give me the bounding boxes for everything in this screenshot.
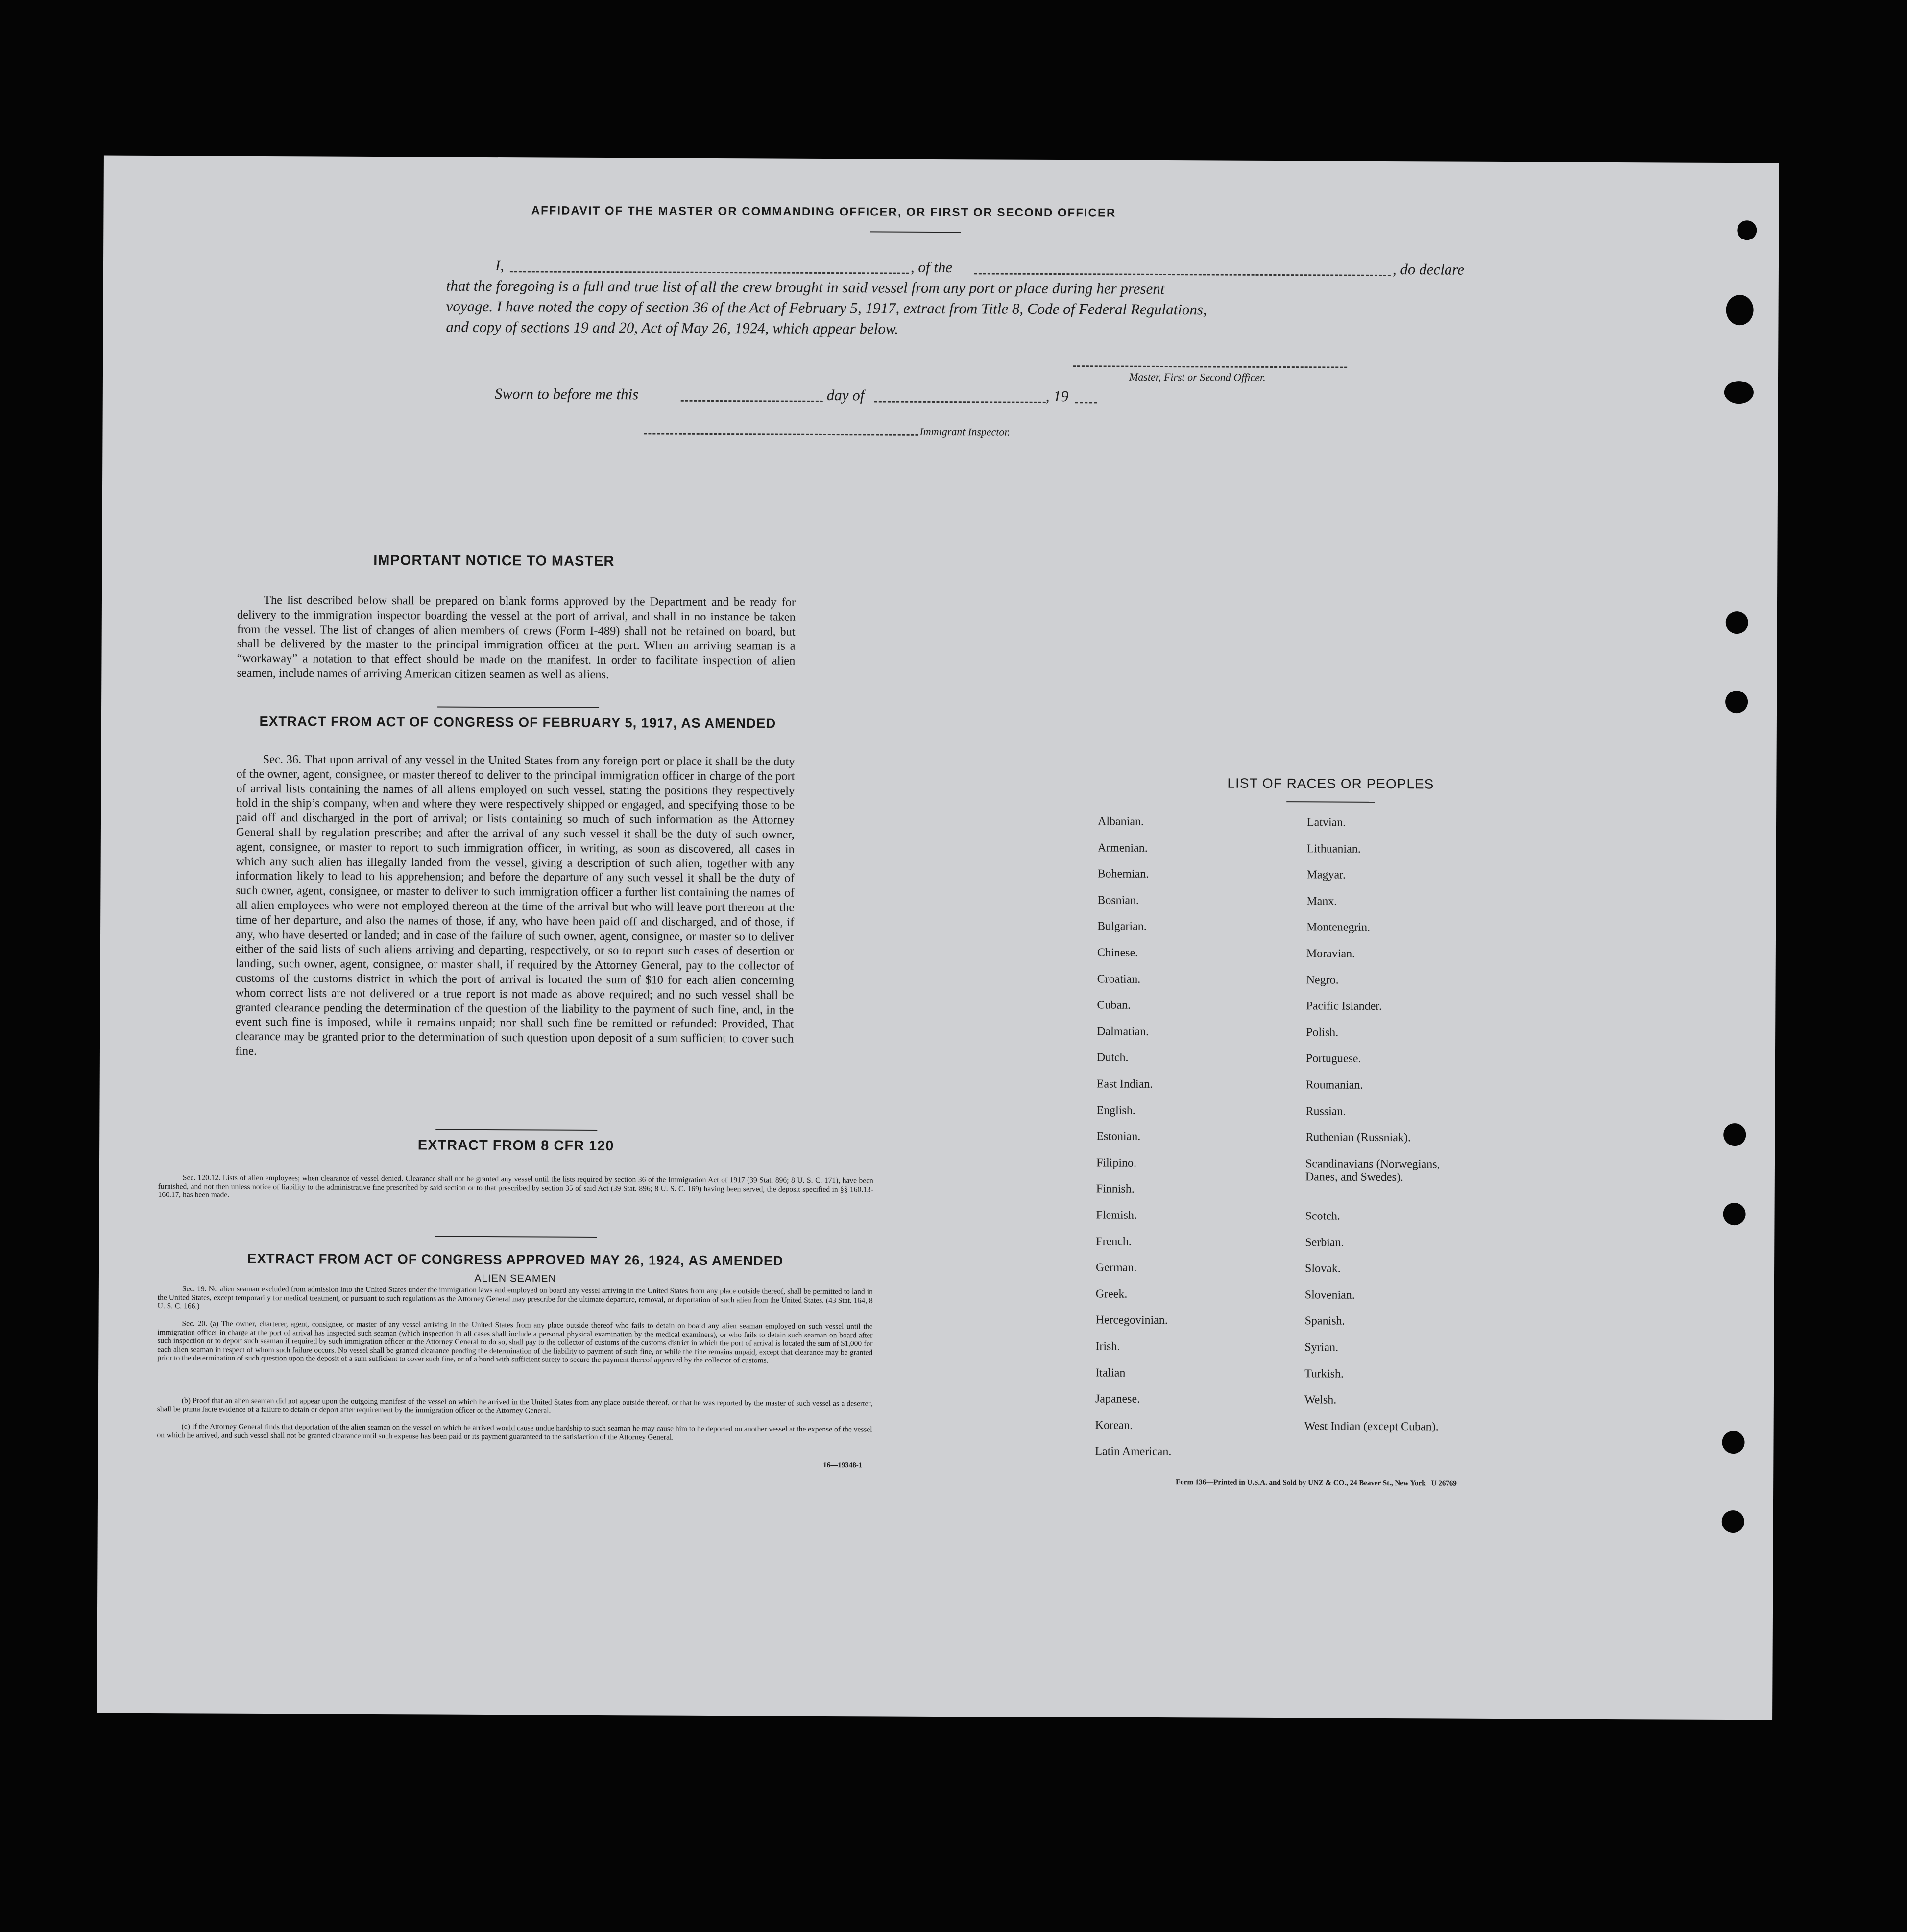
race-left-item: Dalmatian. [1097,1025,1149,1038]
race-left-item: Japanese. [1095,1392,1140,1406]
affidavit-line-2: that the foregoing is a full and true list of all the crew brought in said vessel from any port or place during her present [446,277,1165,298]
declarant-label: I, [495,257,505,274]
race-right-item: Portuguese. [1305,1052,1361,1066]
race-right-item: Manx. [1306,895,1337,908]
races-right-column [104,156,1779,163]
sworn-month-field[interactable] [874,401,1046,403]
binder-hole [1737,220,1757,240]
race-left-item: Albanian. [1097,815,1144,828]
race-right-item: Slovak. [1305,1262,1341,1275]
race-left-item: German. [1096,1261,1137,1274]
form-sheet [97,156,1779,1720]
extract-1917-title: EXTRACT FROM ACT OF CONGRESS OF FEBRUARY 5, 1917, AS AMENDED [259,713,776,731]
binder-hole [1724,381,1754,404]
year-label: , 19 [1045,387,1069,405]
binder-hole [1726,611,1748,634]
signature-field[interactable] [1073,365,1347,368]
declarant-name-field[interactable] [510,271,909,274]
vessel-label: , of the [910,258,953,276]
binder-hole [1725,691,1748,713]
extract-1924-title: EXTRACT FROM ACT OF CONGRESS APPROVED MAY 26, 1924, AS AMENDED [247,1250,784,1268]
race-left-item: Greek. [1095,1288,1128,1301]
sec19-text: Sec. 19. No alien seaman excluded from admission into the United States under the immigration laws and employed on board any vessel arriving in the United States from any place outside thereof, shall be permitted to land in the United States, except temporarily for medical treatment, or pursuant to such regulations as the Attorney General may prescribe for the ultimate departure, removal, or deportation of such alien from the United States. (43 Stat. 164, 8 U. S. C. 166.) [157,1285,873,1311]
race-left-item: Dutch. [1096,1051,1129,1065]
race-right-item: Magyar. [1306,868,1346,882]
sec20a-text: Sec. 20. (a) The owner, charterer, agent, consignee, or master of any vessel arriving in the United States from any place outside thereof who fails to detain on board any alien seaman employed on such vessel until the immigration officer in charge at the port of arrival has inspected such seaman (which inspection in all cases shall include a personal physical examination by the medical examiners), or who fails to detain such seaman on board after such inspection or to deport such seaman if required by such immigration officer or the Attorney General to do so, shall pay to the collector of customs of the customs district in which the port of arrival is located the sum of $1,000 for each alien seaman in respect of whom such failure occurs. No vessel shall be granted clearance pending the determination of the liability to payment of such fine, or while the fine remains unpaid, except that clearance may be granted prior to the determination of such question upon the deposit of a sum sufficient to cover such fine, or of a bond with sufficient surety to secure the payment thereof approved by the collector of customs. [157,1319,873,1365]
binder-hole [1722,1510,1744,1533]
race-left-item: Flemish. [1096,1209,1137,1222]
race-right-item: Negro. [1306,973,1339,987]
race-left-item: Bohemian. [1097,867,1149,881]
signature-label: Master, First or Second Officer. [1129,370,1266,383]
race-left-item: Latin American. [1095,1445,1172,1458]
race-right-item: Pacific Islander. [1306,1000,1382,1013]
race-left-item: Cuban. [1097,999,1131,1012]
binder-hole [1726,295,1753,325]
race-left-item: Korean. [1095,1419,1133,1432]
section-divider [435,1236,597,1238]
race-left-item: Finnish. [1096,1182,1135,1196]
race-left-item: Filipino. [1096,1156,1137,1169]
race-left-item: Italian [1095,1366,1126,1380]
race-right-item: West Indian (except Cuban). [1304,1420,1439,1433]
race-right-item: Welsh. [1304,1393,1337,1407]
section-divider [1286,801,1375,803]
race-right-item: Polish. [1306,1026,1339,1039]
affidavit-title: AFFIDAVIT OF THE MASTER OR COMMANDING OFFICER, OR FIRST OR SECOND OFFICER [531,204,1116,220]
inspector-label: Immigrant Inspector. [919,425,1011,438]
race-left-item: English. [1096,1104,1135,1117]
race-left-item: Armenian. [1097,841,1148,855]
race-left-item: Estonian. [1096,1130,1141,1143]
declare-label: , do declare [1392,261,1465,278]
race-left-item: Croatian. [1097,973,1141,986]
binder-hole [1723,1123,1746,1146]
section-divider [435,1129,597,1131]
extract-1917-text: Sec. 36. That upon arrival of any vessel in the United States from any foreign port or place it shall be the duty of the owner, agent, consignee, or master thereof to deliver to the principal immigration officer in charge of the port of arrival lists containing the names of all aliens employed on such vessel, stating the positions they respectively hold in the ship’s company, when and where they were respectively shipped or engaged, and specifying those to be paid off and discharged in the port of arrival; or lists containing so much of such information as the Attorney General shall by regulation prescribe; and after the arrival of any such vessel it shall be the duty of such owner, agent, consignee, or master to report to such immigration officer, in writing, as soon as discovered, all cases in which any such alien has illegally landed from the vessel, giving a description of such alien, together with any information likely to lead to his apprehension; and before the departure of any such vessel it shall be the duty of such owner, agent, consignee, or master to deliver to such immigration officer a further list containing the names of all alien employees who were not employed thereon at the time of the arrival but who will leave port thereon at the time of her departure, and also the names of those, if any, who have been paid off and discharged, and of those, if any, who have deserted or landed; and in case of the failure of such owner, agent, consignee, or master so to deliver either of the said lists of such aliens arriving and departing, respectively, or so to report such cases of desertion or landing, such owner, agent, consignee, or master shall, if required by the Attorney General, pay to the collector of customs of the customs district in which the port of arrival is located the sum of $10 for each alien concerning whom correct lists are not delivered or a true report is not made as above required; and no such vessel shall be granted clearance pending the determination of the question of the liability to the payment of such fine, and, in the event such fine is imposed, while it remains unpaid; nor shall such fine be remitted or refunded: Provided, That clearance may be granted prior to the determination of such question upon deposit of a sum sufficient to cover such fine. [235,752,795,1058]
race-left-item: East Indian. [1096,1077,1153,1091]
race-right-item: Moravian. [1306,947,1355,960]
race-left-item: Bulgarian. [1097,920,1147,933]
affidavit-line-4: and copy of sections 19 and 20, Act of May 26, 1924, which appear below. [446,318,899,337]
race-right-item: Russian. [1305,1104,1346,1118]
alien-seamen-subtitle: ALIEN SEAMEN [474,1272,556,1285]
form-code: 16—19348-1 [823,1461,863,1470]
races-title: LIST OF RACES OR PEOPLES [1227,775,1434,792]
cfr-title: EXTRACT FROM 8 CFR 120 [417,1137,614,1154]
cfr-text: Sec. 120.12. Lists of alien employees; when clearance of vessel denied. Clearance shall not be granted any vessel until the lists required by section 36 of the Immigration Act of 1917 (39 Stat. 896; 8 U. S. C. 171), have been furnished, and not then unless notice of liability to the administrative fine prescribed by said section or to that prescribed by section 35 of said Act (39 Stat. 896; 8 U. S. C. 169) having been served, the deposit specified in §§ 160.13-160.17, has been made. [158,1173,873,1199]
race-left-item: Hercegovinian. [1095,1313,1168,1327]
sworn-day-field[interactable] [681,400,823,402]
race-right-item: Lithuanian. [1306,842,1361,856]
race-left-item: Bosnian. [1097,894,1139,907]
binder-hole [1722,1431,1744,1454]
title-underline [870,231,961,233]
race-left-item: Chinese. [1097,946,1138,959]
race-right-item: Scotch. [1305,1210,1340,1223]
notice-text: The list described below shall be prepared on blank forms approved by the Department and be ready for delivery to the immigration inspector boarding the vessel at the port of arrival, and shall in no instance be taken from the vessel. The list of changes of alien members of crews (Form I-489) shall not be retained on board, but shall be delivered by the master to the principal immigration officer at the port. When an arriving seaman is a “workaway” a notation to that effect should be made on the manifest. In order to facilitate inspection of alien seamen, include names of arriving American citizen seamen as well as aliens. [237,593,796,682]
race-right-item: Scandinavians (Norwegians, Danes, and Swedes). [1305,1157,1440,1184]
race-right-item: Serbian. [1305,1236,1344,1249]
section-divider [437,707,599,708]
sworn-label: Sworn to before me this [494,385,639,403]
printer-footer: Form 136—Printed in U.S.A. and Sold by UNZ & CO., 24 Beaver St., New York U 26769 [1176,1479,1457,1488]
sworn-year-field[interactable] [1075,402,1097,403]
race-right-item: Latvian. [1306,816,1346,829]
notice-title: IMPORTANT NOTICE TO MASTER [373,552,615,570]
race-right-item: Slovenian. [1304,1288,1355,1302]
races-left-column [104,156,1779,163]
race-left-item: Irish. [1095,1340,1120,1353]
vessel-name-field[interactable] [974,273,1391,276]
race-right-item: Turkish. [1304,1367,1344,1381]
binder-hole [1723,1203,1745,1225]
sec20c-text: (c) If the Attorney General finds that deportation of the alien seaman on the vessel on which he arrived would cause undue hardship to such seaman he may cause him to be deported on another vessel at the expense of the vessel on which he arrived, and such vessel shall not be granted clearance until such expense has been paid or its payment guaranteed to the satisfaction of the Attorney General. [157,1422,872,1442]
race-right-item: Spanish. [1304,1314,1345,1328]
race-right-item: Montenegrin. [1306,921,1371,934]
race-left-item: French. [1096,1235,1132,1248]
day-of-label: day of [826,386,865,404]
inspector-signature-field[interactable] [644,433,918,435]
race-right-item: Roumanian. [1305,1078,1363,1092]
affidavit-line-3: voyage. I have noted the copy of section 36 of the Act of February 5, 1917, extract from Title 8, Code of Federal Regulations, [446,297,1207,318]
race-right-item: Ruthenian (Russniak). [1305,1131,1411,1145]
race-right-item: Syrian. [1304,1341,1339,1354]
sec20b-text: (b) Proof that an alien seaman did not appear upon the outgoing manifest of the vessel on which he arrived in the United States from any place outside thereof, or that he was reported by the master of such vessel as a deserter, shall be prima facie evidence of a failure to detain or deport after requirement by the immigration officer or the Attorney General. [157,1396,872,1415]
